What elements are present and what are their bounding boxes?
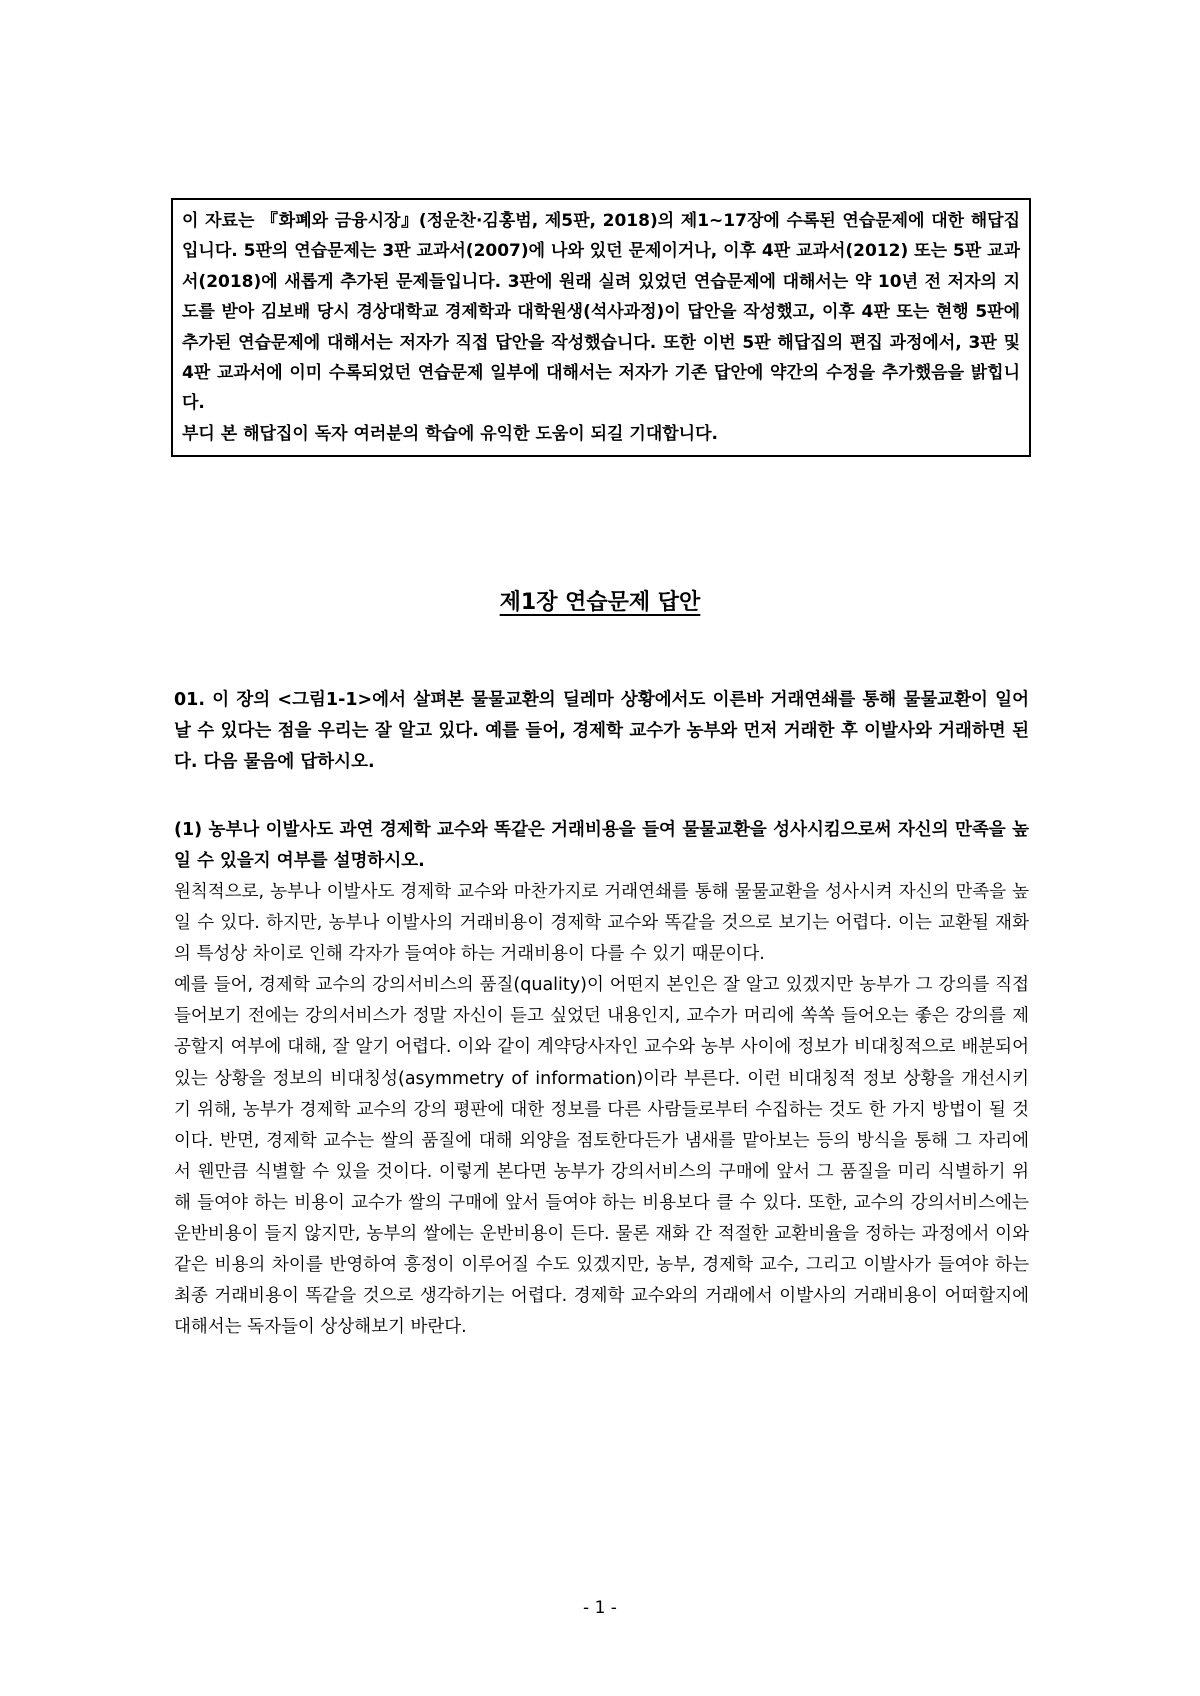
answer-paragraph-1: 원칙적으로, 농부나 이발사도 경제학 교수와 마찬가지로 거래연쇄를 통해 물물교환을 성사시켜 자신의 만족을 높일 수 있다. 하지만, 농부나 이발사의 거래비용이 경제학 교수와 똑같을 것으로 보기는 어렵다. 이는 교환될 재화의 특성상 차이로 인해 각자가 들여야 하는 거래비용이 다를 수 있기 때문이다. bbox=[174, 882, 1029, 965]
page-number: - 1 - bbox=[583, 1598, 617, 1618]
chapter-title-text: 제1장 연습문제 답안 bbox=[499, 590, 701, 615]
intro-paragraph: 이 자료는 『화폐와 금융시장』(정운찬·김홍범, 제5판, 2018)의 제1~17장에 수록된 연습문제에 대한 해답집입니다. 5판의 연습문제는 3판 교과서(2007)에 나와 있던 문제이거나, 이후 4판 교과서(2012) 또는 5판 교과서(2018)에 새롭게 추가된 문제들입니다. 3판에 원래 실려 있었던 연습문제에 대해서는 약 10년 전 저자의 지도를 받아 김보배 당시 경상대학교 경제학과 대학원생(석사과정)이 답안을 작성했고, 이후 4판 또는 현행 5판에 추가된 연습문제에 대해서는 저자가 직접 답안을 작성했습니다. 또한 이번 5판 해답집의 편집 과정에서, 3판 및 4판 교과서에 이미 수록되었던 연습문제 일부에 대해서는 저자가 기존 답안에 약간의 수정을 추가했음을 밝힙니다. bbox=[182, 211, 1020, 414]
intro-notice-box bbox=[171, 198, 1031, 457]
question-1-part-1: (1) 농부나 이발사도 과연 경제학 교수와 똑같은 거래비용을 들여 물물교환을 성사시킴으로써 자신의 만족을 높일 수 있을지 여부를 설명하시오. bbox=[174, 820, 1029, 871]
question-1: 01. 이 장의 <그림1-1>에서 살펴본 물물교환의 딜레마 상황에서도 이른바 거래연쇄를 통해 물물교환이 일어날 수 있다는 점을 우리는 잘 알고 있다. 예를 들어, 경제학 교수가 농부와 먼저 거래한 후 이발사와 거래하면 된다. 다음 물음에 답하시오. bbox=[174, 690, 1029, 772]
answer-paragraph-2: 예를 들어, 경제학 교수의 강의서비스의 품질(quality)이 어떤지 본인은 잘 알고 있겠지만 농부가 그 강의를 직접 들어보기 전에는 강의서비스가 정말 자신이 듣고 싶었던 내용인지, 교수가 머리에 쏙쏙 들어오는 좋은 강의를 제공할지 여부에 대해, 잘 알기 어렵다. 이와 같이 계약당사자인 교수와 농부 사이에 정보가 비대칭적으로 배분되어 있는 상황을 정보의 비대칭성(asymmetry of information)이라 부른다. 이런 비대칭적 정보 상황을 개선시키기 위해, 농부가 경제학 교수의 강의 평판에 대한 정보를 다른 사람들로부터 수집하는 것도 한 가지 방법이 될 것이다. 반면, 경제학 교수는 쌀의 품질에 대해 외양을 점토한다든가 냄새를 맡아보는 등의 방식을 통해 그 자리에서 웬만큼 식별할 수 있을 것이다. 이렇게 본다면 농부가 강의서비스의 구매에 앞서 그 품질을 미리 식별하기 위해 들여야 하는 비용이 교수가 쌀의 구매에 앞서 들여야 하는 비용보다 클 수 있다. 또한, 교수의 강의서비스에는 운반비용이 들지 않지만, 농부의 쌀에는 운반비용이 든다. 물론 재화 간 적절한 교환비율을 정하는 과정에서 이와 같은 비용의 차이를 반영하여 흥정이 이루어질 수도 있겠지만, 농부, 경제학 교수, 그리고 이발사가 들여야 하는 최종 거래비용이 똑같을 것으로 생각하기는 어렵다. 경제학 교수와의 거래에서 이발사의 거래비용이 어떠할지에 대해서는 독자들이 상상해보기 바란다. bbox=[174, 975, 1029, 1338]
intro-closing-paragraph: 부디 본 해답집이 독자 여러분의 학습에 유익한 도움이 되길 기대합니다. bbox=[182, 423, 718, 444]
chapter-title bbox=[0, 585, 1200, 616]
answer-body bbox=[174, 877, 1029, 1343]
